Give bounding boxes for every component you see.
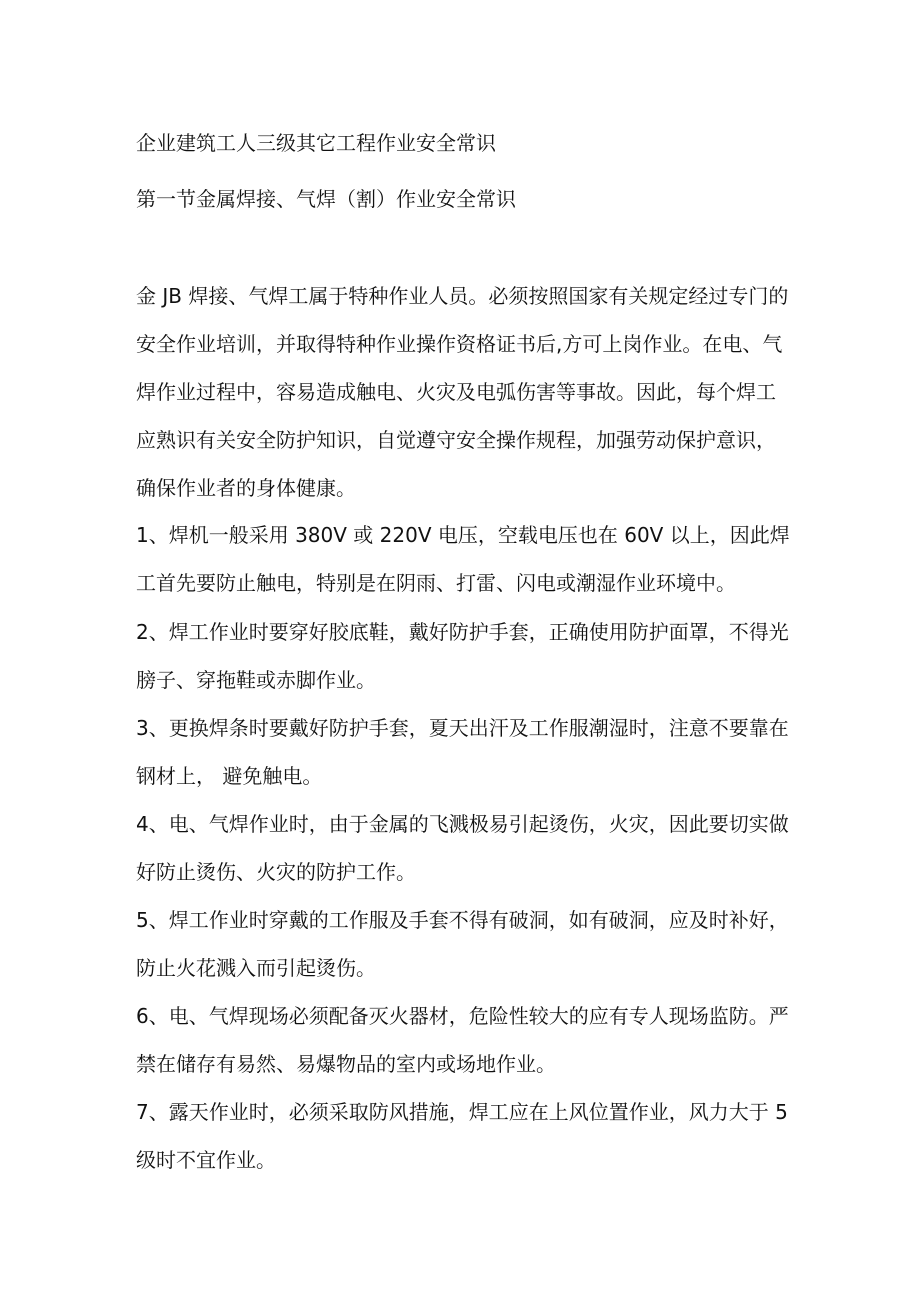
list-item-line: 级时不宜作业。 [136, 1148, 276, 1172]
list-item-line: 5、焊工作业时穿戴的工作服及手套不得有破洞，如有破洞，应及时补好， [136, 908, 789, 932]
list-item-line: 禁在储存有易然、易爆物品的室内或场地作业。 [136, 1052, 556, 1076]
list-item-line: 膀子、穿拖鞋或赤脚作业。 [136, 668, 376, 692]
list-item-line: 好防止烫伤、火灾的防护工作。 [136, 860, 416, 884]
list-item-line: 2、焊工作业时要穿好胶底鞋，戴好防护手套，正确使用防护面罩，不得光 [136, 620, 789, 644]
intro-line: 确保作业者的身体健康。 [136, 476, 356, 500]
intro-line: 焊作业过程中，容易造成触电、火灾及电弧伤害等事故。因此，每个焊工 [136, 380, 776, 404]
intro-line: 应熟识有关安全防护知识，自觉遵守安全操作规程，加强劳动保护意识， [136, 428, 776, 452]
list-item-line: 4、电、气焊作业时，由于金属的飞溅极易引起烫伤，火灾，因此要切实做 [136, 812, 789, 836]
list-item-line: 7、露天作业时，必须采取防风措施，焊工应在上风位置作业，风力大于 5 [136, 1100, 788, 1124]
list-item-line: 6、电、气焊现场必须配备灭火器材，危险性较大的应有专人现场监防。严 [136, 1004, 789, 1028]
list-item-line: 3、更换焊条时要戴好防护手套，夏天出汗及工作服潮湿时，注意不要靠在 [136, 716, 789, 740]
intro-line: 安全作业培训，并取得特种作业操作资格证书后,方可上岗作业。在电、气 [136, 332, 783, 356]
list-item-line: 钢材上， 避免触电。 [136, 764, 323, 788]
list-item-line: 工首先要防止触电，特别是在阴雨、打雷、闪电或潮湿作业环境中。 [136, 571, 736, 595]
list-item-line: 防止火花溅入而引起烫伤。 [136, 956, 376, 980]
list-item-line: 1、焊机一般采用 380V 或 220V 电压，空载电压也在 60V 以上，因此焊 [136, 523, 790, 547]
intro-line: 金 JB 焊接、气焊工属于特种作业人员。必须按照国家有关规定经过专门的 [136, 284, 789, 308]
document-title: 企业建筑工人三级其它工程作业安全常识 [136, 131, 496, 155]
section-title: 第一节金属焊接、气焊（割）作业安全常识 [136, 187, 516, 211]
